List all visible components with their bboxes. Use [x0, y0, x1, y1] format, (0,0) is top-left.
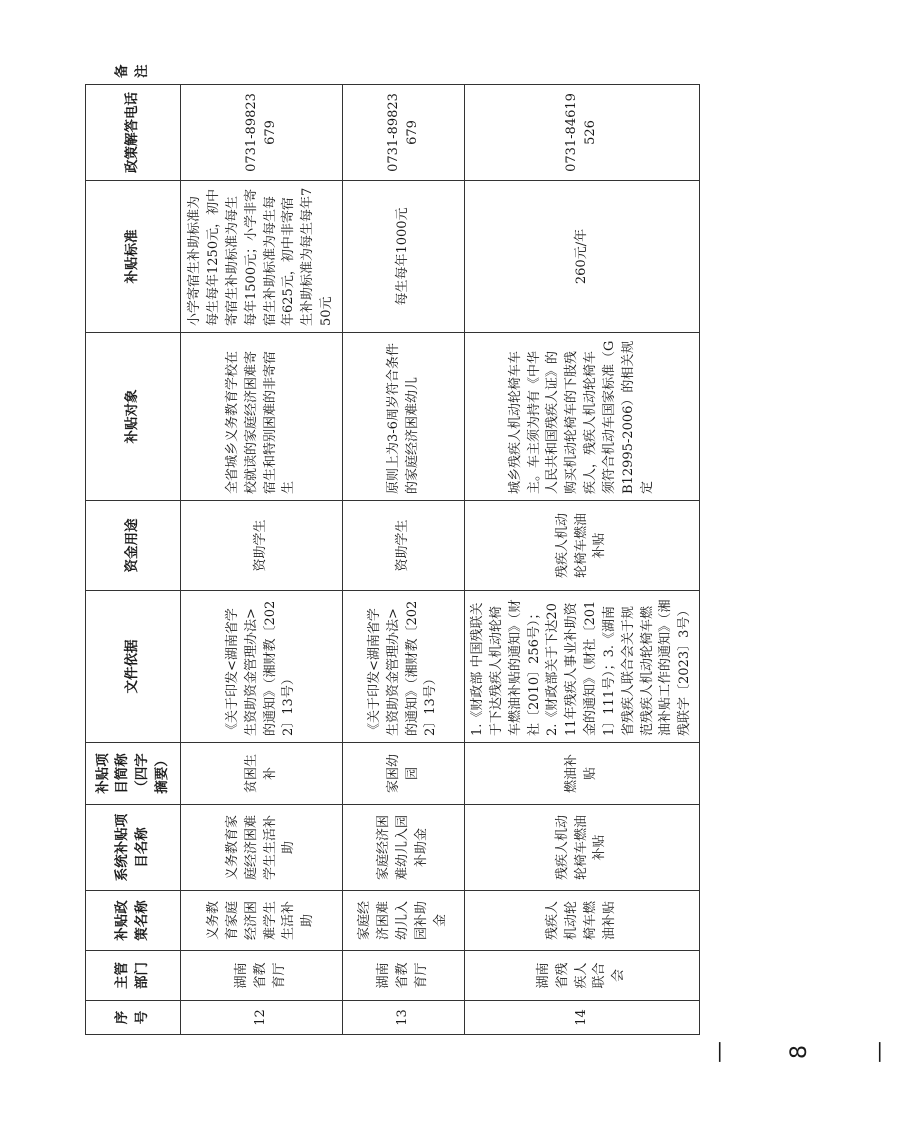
header-short: 补贴项目简称（四字摘要）	[86, 743, 181, 805]
cell-system: 义务教育家庭经济困难学生生活补助	[181, 805, 343, 891]
cell-policy: 义务教育家庭经济困难学生生活补助	[181, 891, 343, 951]
cell-dept: 湖南省教育厅	[343, 951, 465, 1001]
header-policy: 补贴政策名称	[86, 891, 181, 951]
cell-standard: 小学寄宿生补助标准为每生每年1250元，初中寄宿生补助标准为每生每年1500元；小学非寄宿生补助标准为每生每年625元，初中非寄宿生补助标准为每生每年750元	[181, 181, 343, 333]
cell-use: 资助学生	[181, 501, 343, 591]
cell-use: 资助学生	[343, 501, 465, 591]
cell-basis: 《关于印发<湖南省学生资助资金管理办法>的通知》（湘财教〔2022〕13号）	[343, 591, 465, 743]
header-basis: 文件依据	[86, 591, 181, 743]
cell-basis: 1.《财政部 中国残联关于下达残疾人机动轮椅车燃油补贴的通知》（财社〔2010〕256号）；2.《财政部关于下达2011年残疾人事业补助资金的通知》（财社〔2011〕111号）；3.《湖南省残疾人联合会关于规范残疾人机动轮椅车燃油补贴工作的通知》（湘残联字〔2023〕3号）	[465, 591, 700, 743]
cell-phone: 0731-89823679	[343, 85, 465, 181]
cell-system: 家庭经济困难幼儿入园补助金	[343, 805, 465, 891]
header-phone: 政策解答电话	[86, 85, 181, 181]
page-number: — 8 —	[707, 1041, 892, 1063]
cell-seq: 13	[343, 1001, 465, 1035]
cell-standard: 每生每年1000元	[343, 181, 465, 333]
header-dept: 主管部门	[86, 951, 181, 1001]
cell-dept: 湖南省残疾人联合会	[465, 951, 700, 1001]
cell-dept: 湖南省教育厅	[181, 951, 343, 1001]
header-target: 补贴对象	[86, 333, 181, 501]
cell-target: 全省城乡义务教育学校在校就读的家庭经济困难寄宿生和特别困难的非寄宿生	[181, 333, 343, 501]
header-system: 系统补贴项目名称	[86, 805, 181, 891]
cell-system: 残疾人机动轮椅车燃油补贴	[465, 805, 700, 891]
cell-target: 城乡残疾人机动轮椅车车主。车主须为持有《中华人民共和国残疾人证》的购买机动轮椅车的下肢残疾人，残疾人机动轮椅车须符合机动车国家标准（GB12995-2006）的相关规定	[465, 333, 700, 501]
table-row	[343, 85, 465, 1035]
cell-policy: 家庭经济困难幼儿入园补助金	[343, 891, 465, 951]
cell-target: 原则上为3-6周岁符合条件的家庭经济困难幼儿	[343, 333, 465, 501]
cell-seq: 14	[465, 1001, 700, 1035]
cell-phone: 0731-89823679	[181, 85, 343, 181]
cell-short: 燃油补贴	[465, 743, 700, 805]
rotated-table-stage	[85, 64, 693, 1035]
subsidy-table	[85, 64, 700, 1035]
cell-policy: 残疾人机动轮椅车燃油补贴	[465, 891, 700, 951]
cell-standard: 260元/年	[465, 181, 700, 333]
cell-basis: 《关于印发<湖南省学生资助资金管理办法>的通知》（湘财教〔2022〕13号）	[181, 591, 343, 743]
cell-use: 残疾人机动轮椅车燃油补贴	[465, 501, 700, 591]
cell-seq: 12	[181, 1001, 343, 1035]
cell-short: 贫困生补	[181, 743, 343, 805]
cell-phone: 0731-84619526	[465, 85, 700, 181]
header-standard: 补贴标准	[86, 181, 181, 333]
table-header-row: 序号 主管部门 补贴政策名称 系统补贴项目名称 补贴项目简称（四字摘要） 文件依据 资金用途 补贴对象 补贴标准 政策解答电话 备注	[86, 85, 181, 1035]
header-use: 资金用途	[86, 501, 181, 591]
header-seq: 序号	[86, 1001, 181, 1035]
table-row	[181, 85, 343, 1035]
cell-short: 家困幼园	[343, 743, 465, 805]
table-row	[465, 85, 700, 1035]
